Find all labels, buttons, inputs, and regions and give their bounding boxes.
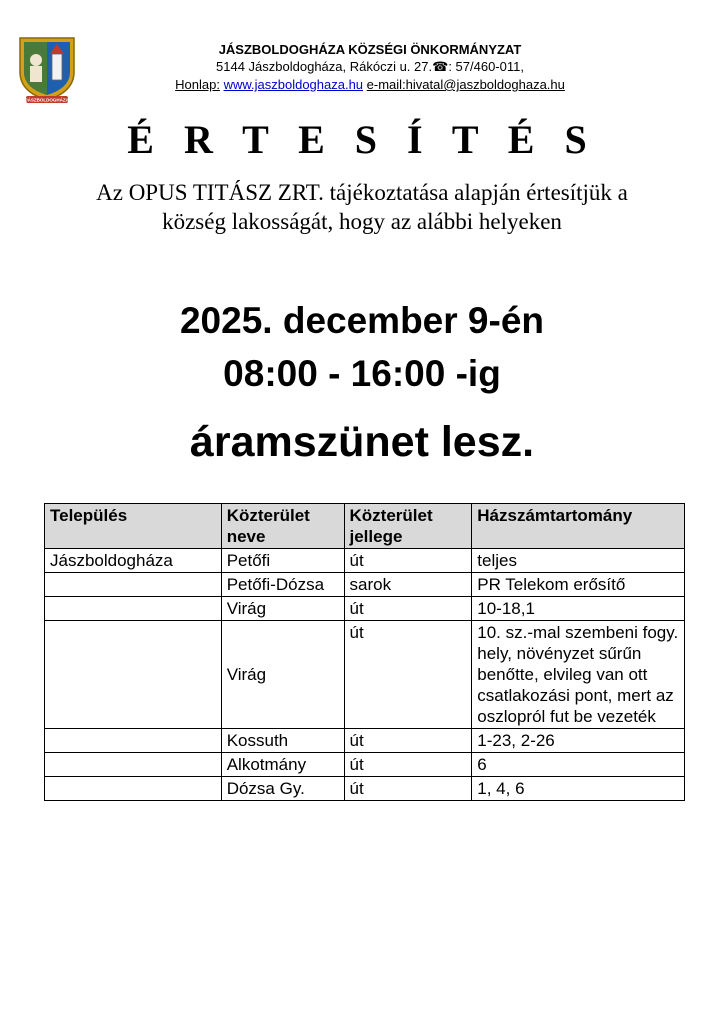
cell-street-name: Virág [221, 597, 344, 621]
affected-locations-table [44, 503, 685, 801]
address-line [120, 59, 620, 75]
cell-street-type: út [344, 621, 472, 729]
table-row [45, 777, 685, 801]
cell-house-range: 10. sz.-mal szembeni fogy. hely, növényzet sűrűn benőtte, elvileg van ott csatlakozási pont, mert az oszlopról fut be vezeték [472, 621, 685, 729]
cell-street-type: út [344, 597, 472, 621]
cell-street-type: út [344, 549, 472, 573]
cell-street-name: Petőfi [221, 549, 344, 573]
notice-title: É R T E S Í T É S [127, 117, 597, 162]
outage-time: 08:00 - 16:00 -ig [223, 353, 501, 394]
cell-street-name: Dózsa Gy. [221, 777, 344, 801]
notice-intro: Az OPUS TITÁSZ ZRT. tájékoztatása alapján értesítjük a község lakosságát, hogy az alábbi helyeken [96, 180, 628, 234]
cell-street-type: út [344, 729, 472, 753]
table-row [45, 729, 685, 753]
cell-street-name: Virág [221, 621, 344, 729]
cell-street-type: sarok [344, 573, 472, 597]
contact-line [120, 77, 620, 92]
outage-date: 2025. december 9-én [179, 300, 545, 341]
table-row [45, 753, 685, 777]
cell-house-range: 10-18,1 [472, 597, 685, 621]
cell-settlement [45, 753, 222, 777]
table-header-row [45, 504, 685, 549]
column-header-street-name: Közterület neve [221, 504, 344, 549]
coat-of-arms-logo [12, 34, 82, 104]
cell-settlement: Jászboldogháza [45, 549, 222, 573]
phone-number: : 57/460-011, [448, 59, 524, 74]
cell-street-name: Alkotmány [221, 753, 344, 777]
homepage-link[interactable]: www.jaszboldoghaza.hu [223, 77, 364, 92]
cell-house-range: 1, 4, 6 [472, 777, 685, 801]
column-header-street-type: Közterület jellege [344, 504, 472, 549]
table-row [45, 621, 685, 729]
cell-settlement [45, 777, 222, 801]
outage-text: áramszünet lesz [189, 418, 523, 466]
column-header-settlement: Település [45, 504, 222, 549]
cell-settlement [45, 729, 222, 753]
phone-icon: ☎ [432, 59, 449, 74]
email-address: e-mail:hivatal@jaszboldoghaza.hu [366, 77, 565, 92]
cell-street-type: út [344, 753, 472, 777]
cell-house-range: 1-23, 2-26 [472, 729, 685, 753]
column-header-house-range: Házszámtartomány [472, 504, 685, 549]
cell-street-type: út [344, 777, 472, 801]
cell-settlement [45, 597, 222, 621]
organization-name: JÁSZBOLDOGHÁZA KÖZSÉGI ÖNKORMÁNYZAT [218, 42, 522, 57]
cell-street-name: Kossuth [221, 729, 344, 753]
svg-text:JÁSZBOLDOGHÁZA: JÁSZBOLDOGHÁZA [25, 97, 69, 103]
cell-house-range: 6 [472, 753, 685, 777]
outage-statement [0, 418, 724, 467]
cell-street-name: Petőfi-Dózsa [221, 573, 344, 597]
cell-house-range: teljes [472, 549, 685, 573]
table-row [45, 597, 685, 621]
cell-settlement [45, 573, 222, 597]
table-row [45, 573, 685, 597]
table-row [45, 549, 685, 573]
homepage-label: Honlap: [175, 77, 220, 92]
outage-period: . [522, 418, 535, 466]
address: 5144 Jászboldogháza, Rákóczi u. 27. [216, 59, 433, 74]
cell-house-range: PR Telekom erősítő [472, 573, 685, 597]
cell-settlement [45, 621, 222, 729]
